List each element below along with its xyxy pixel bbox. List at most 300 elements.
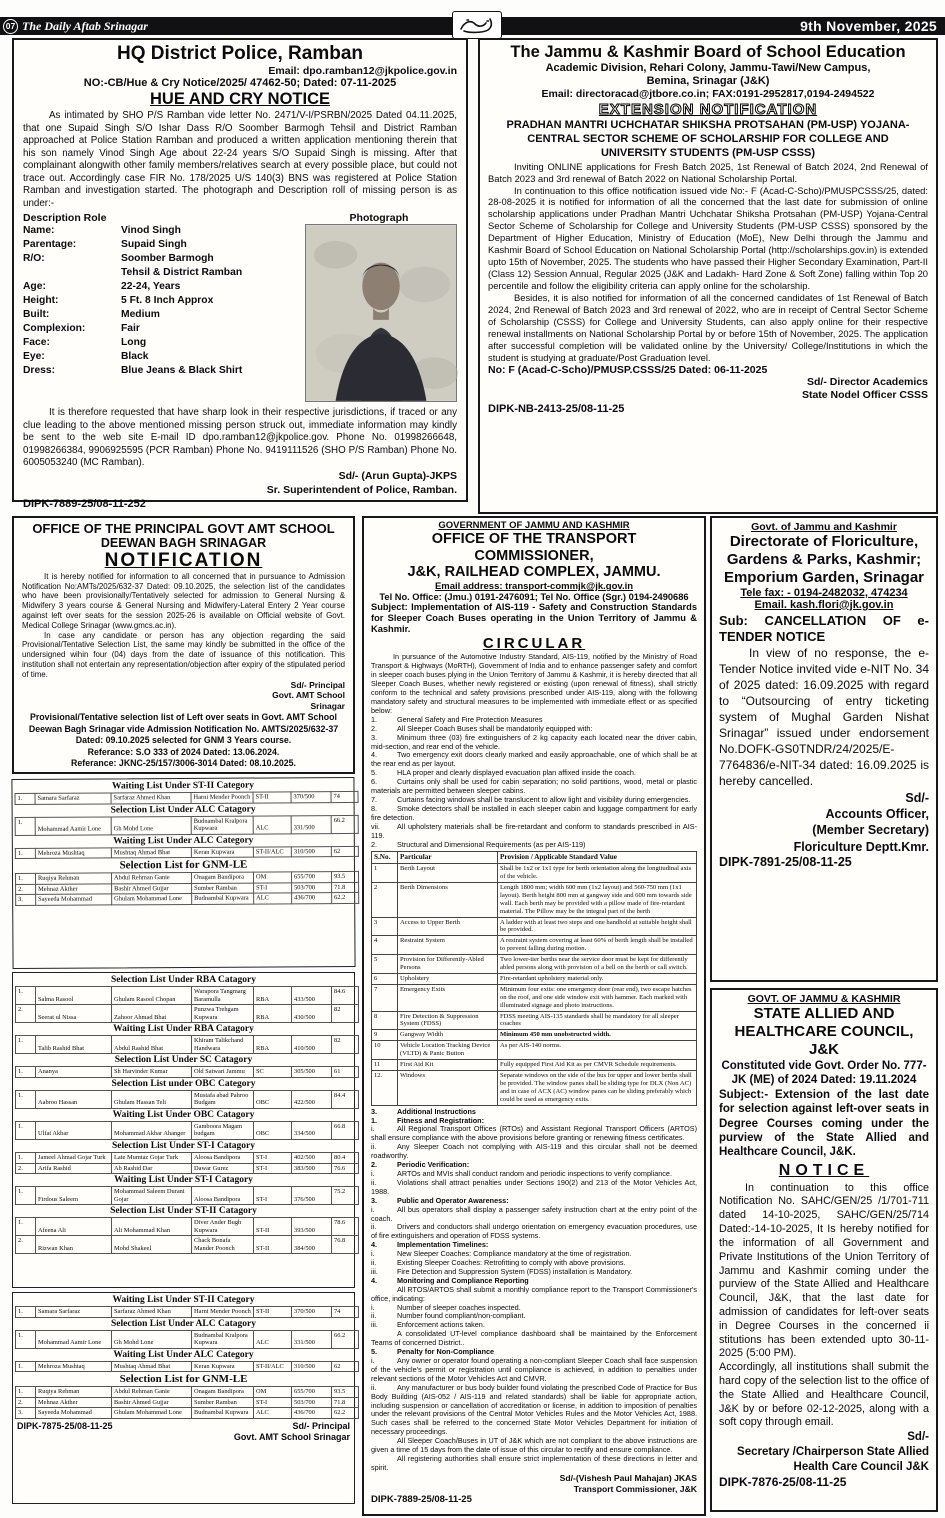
table-cell: 62 (331, 846, 358, 857)
table-cell: Sayeeda Mohammad (36, 1408, 112, 1419)
table-section-title: Selection List Under ST-II Catagory (110, 1206, 257, 1217)
table-cell: 305/500 (292, 1067, 332, 1078)
list-item (371, 805, 697, 823)
contact-telephone: Tel No. Office: (Jmu.) 0191-2476091; Tel No. Office (Sgr.) 0194-2490686 (379, 592, 689, 603)
list-item (371, 1330, 697, 1348)
description-row (23, 336, 301, 350)
table-cell: Windows (398, 1071, 498, 1106)
signature-line: Sd/- Director Academics (807, 375, 928, 388)
reference-line: Referance: S.O 333 of 2024 Dated: 13.06.2024. (87, 746, 280, 757)
table-cell: 66.8 (332, 1121, 359, 1139)
selection-table (15, 814, 359, 835)
subject-line: Sub: CANCELLATION OF e-TENDER NOTICE (719, 613, 929, 644)
table-cell: 3 (372, 917, 398, 936)
table-cell: First Aid Kit (398, 1060, 498, 1071)
table-row (372, 864, 697, 883)
table-cell: Jameel Ahmad Gojar Turk (36, 1153, 112, 1164)
description-headers (23, 212, 301, 224)
table-cell: Mushtaq Ahmad Bhat (112, 1361, 192, 1372)
table-cell: 1. (16, 1361, 36, 1372)
description-value: Blue Jeans & Black Shirt (121, 365, 243, 377)
table-row (16, 1236, 359, 1254)
table-cell: 78.6 (332, 1218, 359, 1236)
list-number: ii. (371, 1222, 377, 1232)
signature-line: Sr. Superintendent of Police, Ramban. (266, 483, 457, 496)
table-cell: Gh Mohd Lone (112, 1330, 192, 1348)
signature-line (234, 1421, 350, 1443)
amt-school-notification (12, 516, 355, 774)
selection-table-box (12, 1292, 355, 1504)
description-label (23, 266, 121, 280)
notice-heading: CIRCULAR (482, 635, 586, 653)
table-cell: Separate windows on the side of the bus for upper and lower berths shall be provided. The window panes shall be sliding type for DLX (Non AC) and in case of ACX (AC) window panes can be sliding preferably which could be used as emergency exits. (498, 1071, 697, 1106)
notice-title: STATE ALLIED AND (753, 1005, 895, 1022)
table-cell: Budnambal Kralpora Kupwara (192, 1330, 254, 1348)
table-cell: Sh Harvinder Kumar (112, 1067, 192, 1078)
table-cell: 1. (15, 793, 35, 804)
list-text: New Sleeper Coaches: Compliance mandatory at the time of registration. (397, 1249, 632, 1259)
table-cell: Onagam Bandipora (192, 1387, 254, 1398)
subject-line: Subject:- Extension of the last date for selection against left-over seats in Degree Courses coming under the purview of the State Allied and Healthcare Council, J&K. (719, 1088, 929, 1159)
list-text: Monitoring and Compliance Reporting (397, 1275, 529, 1285)
signature-line: Govt. AMT School (272, 690, 345, 701)
table-cell: 82 (332, 1005, 359, 1023)
list-text: Fitness and Registration: (397, 1115, 485, 1125)
constitution-line: Constituted vide Govt. Order No. 777-JK (ME) of 2024 Dated: 19.11.2024 (721, 1060, 927, 1087)
description-label: Parentage: (23, 239, 77, 251)
table-cell: OBC (254, 1090, 292, 1108)
list-number: 3. (371, 732, 378, 742)
safety-measures-list (371, 716, 697, 850)
table-cell: Ghulam Hassan Teli (112, 1090, 192, 1108)
table-cell: Gh Mohd Lone (111, 816, 191, 835)
description-row (23, 322, 301, 336)
notice-paragraph: It is hereby notified for information to all concerned that in pursuance to Admission Notification No:AMTs/2025/632-37 Dated: 09.10.2025, the selection list of the candidates who have been provisionally/Tentatively selected for admission to General Nursing & Midwifery 3 years course & General Nursing and Midwifery-Lateral Entery 2 Year course against left over seats for the session 2025-26 is available on Official website of Govt. Medical College Srinagar (www.gmcs.ac.in). (22, 571, 345, 630)
table-cell: Ghulam Rasool Chopan (112, 987, 192, 1005)
newspaper-logo-icon (452, 11, 502, 39)
table-cell: 410/500 (292, 1036, 332, 1054)
list-text: Number found compliant/non-compliant. (397, 1311, 526, 1321)
table-cell: 5 (372, 955, 398, 974)
photograph-block (301, 212, 457, 407)
table-cell: 62.2 (332, 1408, 359, 1419)
table-cell: Dawar Gurez (192, 1163, 254, 1174)
list-text: All registering authorities shall ensure strict implementation of these directions in letter and spirit. (371, 1453, 697, 1472)
signature-line: Health Care Council J&K (793, 1461, 929, 1474)
table-cell: 310/500 (291, 846, 331, 857)
table-cell: Mehnaz Akther (36, 1397, 112, 1408)
table-cell: 66.2 (331, 815, 358, 833)
table-row (16, 987, 359, 1005)
table-cell: ST-II/ALC (253, 846, 291, 857)
table-cell: 75.2 (332, 1187, 359, 1205)
notice-paragraph: In pursuance of the Automotive Industry Standard, AIS-119, notified by the Ministry of Road Transport & Highways (MoRTH), Government of India and to enhance passenger safety and comfort in sleeper coach buses plying in the Union Territory of Jammu & Kashmir, it is hereby directed that all Sleeper Coach Buses, whether newly registered or existing (upon renewal of fitness), shall strictly conform to the technical and safety provisions prescribed under AIS-119, along with the following mandatory safety and structural measures to be implemented with immediate effect or as specified below: (371, 652, 697, 715)
table-cell: Fully equipped First Aid Kit as per CMVR Schedule requirements. (498, 1060, 697, 1071)
selection-table (15, 1217, 359, 1254)
list-item (371, 1206, 697, 1224)
table-cell: ALC (254, 893, 292, 904)
list-number: ii. (371, 1311, 377, 1321)
table-cell: Arifa Rashid (36, 1163, 112, 1174)
list-item (371, 1455, 697, 1473)
table-row (15, 815, 358, 835)
notice-heading: NOTICE (778, 1161, 870, 1179)
table-cell: 11 (372, 1060, 398, 1071)
table-row (16, 1307, 359, 1318)
table-cell: Afeena Ali (36, 1218, 112, 1236)
table-cell: 1. (16, 1387, 36, 1398)
notice-paragraph: Besides, it is also notified for information of all the concerned candidates of 1st Renewal of Batch 2024, 2nd Renewal of Batch 2023 and 3rd renewal of 2022, who are in receipt of Central Sector Scheme of Scholarship (CSSS) for College and University Students, can also apply online for their respective renewal installments on National Scholarship Portal by or before 15th of November, 2025. The application after successful completion will be validated online by the University/ College/Institutions in which the student is studying at graduate/Post Graduation level. (488, 291, 928, 363)
table-cell: 655/700 (292, 1387, 332, 1398)
address-line: Academic Division, Rehari Colony, Jammu-Tawi/New Campus, (545, 62, 871, 74)
table-cell: 433/500 (292, 987, 332, 1005)
table-cell: 80.4 (332, 1153, 359, 1164)
signature-line: Sd/- (907, 1431, 929, 1444)
table-cell: 331/500 (292, 1330, 332, 1348)
list-number: 1. (371, 1115, 378, 1125)
contact-telefax: Tele fax: - 0194-2482032, 474234 (740, 587, 908, 599)
table-cell: Two lower-tier berths near the service door must be kept for differently abled persons along with provision of a bell on the berth or call switch. (498, 955, 697, 974)
table-cell: OBC (254, 1121, 292, 1139)
table-cell: Ulfat Akbar (36, 1121, 112, 1139)
table-cell: A ladder with at least two steps and one handhold at suitable height shall be provided. (498, 917, 697, 936)
subject-line: Subject: Implementation of AIS-119 - Safety and Construction Standards for Sleeper Coach Buses operating in the Union Territory of Jammu & Kashmir. (371, 602, 697, 635)
list-item (371, 1286, 697, 1304)
table-cell: Mehroza Mushtaq (36, 1361, 112, 1372)
description-label: Complexion: (23, 323, 86, 335)
table-cell: Restraint System (398, 936, 498, 955)
list-number: i. (371, 1124, 375, 1134)
table-row (16, 1153, 359, 1164)
table-cell: Ghulam Mohammad Lone (112, 1408, 192, 1419)
list-number: iii. (371, 1320, 378, 1330)
list-number: i. (371, 1204, 375, 1214)
scheme-title: PRADHAN MANTRI UCHCHATAR SHIKSHA PROTSAHAN (PM-USP) YOJANA- (506, 119, 910, 132)
masthead-title: The Daily Aftab Srinagar (22, 18, 148, 33)
government-header: GOVT. OF JAMMU & KASHMIR (747, 993, 901, 1005)
notice-heading: NOTIFICATION (104, 550, 263, 571)
table-row (372, 955, 697, 974)
list-number: 6. (371, 777, 378, 787)
table-row (372, 882, 697, 917)
list-item (371, 823, 697, 841)
signature-line: Transport Commissioner, J&K (573, 1483, 697, 1494)
list-number: 5. (371, 1347, 378, 1357)
table-cell: 66.2 (332, 1330, 359, 1348)
description-value: Black (121, 351, 149, 363)
signature-line: Srinagar (310, 700, 345, 711)
list-item (371, 1179, 697, 1197)
selection-table (15, 1121, 359, 1140)
table-cell: RBA (254, 987, 292, 1005)
table-cell: Samara Sarfaraz (36, 1307, 112, 1318)
selection-table (15, 1090, 359, 1109)
notice-paragraph: As intimated by SHO P/S Ramban vide letter No. 2471/V-I/PSRBN/2025 Dated 04.11.2025, that one Supaid Singh S/O Ishar Dass R/O Soomber Barmogh Tehsil and District Ramban approached at Police Station Ramban and produced a written application mentioning therein that his son namely Vinod Singh Age about 22-24 years S/O Supaid Singh is missing. After that complainant alongwith other family members/relatives search at every possible place, but could not trace out. Accordingly case FIR No. 178/2025 U/S 140(3) BNS was registered at Police Station Ramban and investigation started. The photograph and Description roll of missing person is as under:- (23, 110, 457, 209)
table-cell: 74 (332, 1307, 359, 1318)
list-text: Any manufacturer or bus body builder found violating the prescribed Code of Practice for Bus Body Building (AIS-052 / AIS-119 and related standards) shall be liable for appropriate action, including suspension or cancellation of accreditation or license, in addition to imposition of penalties under the relevant provisions of the Central Motor Vehicles Rules and the Motor Vehicles Act, 1988. Such cases shall be referred to the concerned State Motor Vehicles Department for initiation of necessary proceedings. (371, 1382, 697, 1437)
table-cell: 84.6 (332, 987, 359, 1005)
table-header-cell: Particular (398, 852, 498, 864)
list-item (371, 1223, 697, 1241)
table-cell: 4 (372, 936, 398, 955)
list-text: All Sleeper Coach/Buses in UT of J&K which are not compliant to the above instructions are given a time of 15 days from the date of issue of this circular to rectify and ensure compliance. (371, 1436, 697, 1455)
table-cell: 6 (372, 973, 398, 984)
notice-paragraph: In continuation to this office notification issued vide No:- F (Acad-C-Scho)/PMUSPCSSS/25, dated: 28-08-2025 it is notified for information of all the concerned that the last date for submission of online scholarship applications under Pradhan Mantri Uchchatar Shiksha Protsahan (PM-USP) Yojana-Central Sector Scheme of Scholarship for College and University Students (PM-USP CSSS) sponsored by the Department of Higher Education, Ministry of Education (MoE), New Delhi through the Jammu and Kashmir Board of School Education on National Scholarship Portal (http://scholarships.gov.in) is extended upto 15th of November, 2025. The students who have passed their Higher Secondary Examination, Part-II (Class 12) Session Annual, Regular 2025 (J&K and Ladakh- Hard Zone & Soft Zone) falling within Top 20 percentile and follow the eligibility criteria can apply online for the scholarship. (488, 184, 928, 291)
table-row (16, 1005, 359, 1023)
list-number: ii. (371, 1177, 377, 1187)
description-label: Age: (23, 281, 46, 293)
selection-table (15, 1035, 359, 1054)
table-section-title: Selection List Under ALC Catagory (111, 1318, 256, 1329)
description-value: Long (121, 337, 147, 349)
table-cell: As per AIS-140 norms. (498, 1041, 697, 1060)
list-number: 1. (371, 714, 378, 724)
description-value: Tehsil & District Ramban (121, 267, 243, 279)
table-cell: RBA (254, 1036, 292, 1054)
table-cell: SC (254, 1067, 292, 1078)
table-row (16, 1397, 359, 1408)
table-cell: Budnambal Kupwara (192, 1408, 254, 1419)
notice-paragraph: Inviting ONLINE applications for Fresh Batch 2025, 1st Renewal of Batch 2024, 2nd Renewal of Batch 2023 and 3rd renewal of Batch 2022 on National Scholarship Portal. (488, 160, 928, 184)
description-section (23, 212, 457, 407)
contact-email: Email address: transport-commjk@jk.gov.in (434, 581, 634, 593)
table-cell: Mushtaq Ahmad Bhat (111, 847, 191, 858)
table-cell: 503/700 (292, 882, 332, 893)
dipk-code: DIPK-NB-2413-25/08-11-25 (488, 402, 625, 415)
description-list (23, 224, 301, 378)
floriculture-cancellation-notice (710, 516, 938, 982)
table-cell: Bashir Ahmed Gujjar (112, 1397, 192, 1408)
list-number: 4. (371, 1275, 378, 1285)
table-cell: 10 (372, 1041, 398, 1060)
table-cell: Samara Sarfaraz (35, 793, 111, 804)
description-row (23, 294, 301, 308)
table-section-title: Waiting List Under OBC Catagory (112, 1109, 255, 1120)
table-cell: Budnambal Kralpora Kupwara (191, 816, 253, 834)
list-text: Smoke detectors shall be installed in each sleeper cabin and luggage compartment for early fire detection. (371, 803, 697, 822)
table-cell: Chack Bonafa Mander Poonch (192, 1236, 254, 1254)
notice-heading: EXTENSION NOTIFICATION (598, 101, 818, 119)
table-row (372, 1011, 697, 1030)
table-cell: 1. (16, 1090, 36, 1108)
list-text: All Sleeper Coach Buses shall be mandatorily equipped with: (397, 723, 593, 733)
table-cell: Sayeeda Mohammad (36, 894, 112, 905)
table-cell: 1. (15, 817, 35, 835)
table-cell: 74 (331, 791, 358, 802)
table-section-title: Selection List Under SC Catagory (114, 1055, 253, 1066)
table-section-title: Waiting List Under ST-II Category (112, 1295, 255, 1305)
table-cell: Gangway Width (398, 1030, 498, 1041)
table-cell: Mohammad Akbar Ahanger (112, 1121, 192, 1139)
list-text: Implementation Timelines: (397, 1240, 489, 1250)
signature-line: Accounts Officer, (825, 807, 929, 822)
table-cell: ALC (253, 815, 291, 833)
table-cell: 383/500 (292, 1163, 332, 1174)
table-cell: ST-II (254, 1307, 292, 1318)
table-cell: Berth Dimensions (398, 882, 498, 917)
table-row (372, 936, 697, 955)
list-text: A consolidated UT-level compliance dashboard shall be maintained by the Enforcement Teams of concerned District.. (371, 1329, 697, 1348)
table-cell: A restraint system covering at least 60% of berth length shall be installed to prevent falling during motion. (498, 936, 697, 955)
description-value: Supaid Singh (121, 239, 187, 251)
table-cell: Abdul Rehman Ganie (111, 873, 191, 884)
list-text: Fire Detection and Suppression System (FDSS) installation is Mandatory. (397, 1266, 633, 1276)
list-text: All RTOS/ARTOS shall submit a monthly compliance report to the Transport Commissioner's office, indicating: (371, 1284, 697, 1303)
description-row (23, 224, 301, 238)
description-row (23, 364, 301, 378)
list-number: 2. (371, 723, 378, 733)
list-item (371, 1357, 697, 1384)
table-cell: Length 1800 mm; width 600 mm (1x2 layout) and 560-750 mm (1x1 layout). Berth height 800 mm at gangway side and 600 mm towards side wall. Each berth may be provided with a pillow made of fire-retardant material. The Pillow may be the integral part of the berth (498, 882, 697, 917)
notice-title: The Jammu & Kashmir Board of School Education (510, 43, 906, 61)
table-cell: 430/500 (292, 1005, 332, 1023)
table-cell: 1. (16, 1218, 36, 1236)
notice-paragraph: In view of no response, the e-Tender Notice invited vide e-NIT No. 34 of 2025 dated: 16.09.2025 with regard to “Outsourcing of entry ticketing system of Mughal Garden Nishat Srinagar” issued under endorsement No.DOFK-GS0TNDR/24/2025/E-7764836/e-NIT-34 dated: 16.09.2025 is hereby cancelled. (719, 646, 929, 788)
list-number: 8. (371, 803, 378, 813)
table-section-title: Selection List for GNM-LE (119, 1373, 248, 1386)
masthead-bar (0, 17, 945, 35)
reference-line: Referance: JKNC-25/157/3006-3014 Dated: 08.10.2025. (71, 758, 296, 769)
list-text: ARTOs and MVIs shall conduct random and periodic inspections to verify compliance. (397, 1168, 672, 1178)
list-text: Drivers and conductors shall undergo orientation on emergency evacuation procedures, use of fire extinguishers and operation of FDSS systems. (371, 1222, 697, 1241)
description-value: Medium (121, 309, 160, 321)
edition-date: 9th November, 2025 (800, 18, 937, 34)
table-cell: 393/500 (292, 1218, 332, 1236)
table-cell: Mohd Shakeel (112, 1236, 192, 1254)
table-cell: 310/500 (292, 1361, 332, 1372)
table-cell: Aloosa Bandipora (192, 1187, 254, 1205)
list-text: Curtains facing windows shall be translucent to allow light and visibility during emergencies. (397, 794, 691, 804)
list-item (371, 1437, 697, 1455)
list-number: vii. (371, 821, 380, 831)
description-value: 22-24, Years (121, 281, 181, 293)
table-cell: ST-II (254, 1236, 292, 1254)
table-cell: Access to Upper Berth (398, 917, 498, 936)
table-cell: Warapora Tangmarg Baramulla (192, 987, 254, 1005)
page-number: 07 (3, 19, 18, 34)
table-cell: 655/700 (291, 872, 331, 883)
notice-paragraph: Accordingly, all institutions shall submit the hard copy of the selection list to the office of the State Allied and Healthcare Council, J&K by or before 02-12-2025, along with a soft copy through email. (719, 1361, 929, 1429)
table-row (16, 1163, 359, 1174)
table-cell: Vehicle Location Tracking Device (VLTD) & Panic Button (398, 1041, 498, 1060)
table-cell: ALC (254, 1408, 292, 1419)
table-cell: 62 (332, 1361, 359, 1372)
list-text: Structural and Dimensional Requirements (as per AIS-119) (397, 839, 586, 849)
table-cell: Keran Kupwara (191, 847, 253, 858)
table-cell: 436/700 (292, 1408, 332, 1419)
table-cell: Sarfaraz Ahmed Khan (111, 792, 191, 803)
government-header: GOVERNMENT OF JAMMU AND KASHMIR (438, 520, 630, 531)
list-text: Minimum three (03) fire extinguishers of 2 kg capacity each located near the driver cabin, mid-section, and rear end of the vehicle. (371, 732, 697, 751)
healthcare-council-notice (710, 988, 938, 1512)
list-text: Number of sleeper coaches inspected. (397, 1302, 521, 1312)
table-row (16, 1218, 359, 1236)
table-cell: 503/700 (292, 1397, 332, 1408)
dipk-code: DIPK-7891-25/08-11-25 (719, 854, 852, 869)
table-cell: 9 (372, 1030, 398, 1041)
table-row (16, 1330, 359, 1348)
table-cell: 1. (16, 1121, 36, 1139)
table-cell: Minimum 450 mm unobstructed width. (498, 1030, 697, 1041)
list-text: HLA proper and clearly displayed evacuation plan affixed inside the coach. (397, 768, 636, 778)
description-row (23, 252, 301, 266)
table-cell: 2 (372, 882, 398, 917)
table-cell: Mehnaz Akther (36, 884, 112, 895)
selection-table-box (11, 777, 355, 969)
list-item (371, 751, 697, 769)
table-cell: 82 (332, 1036, 359, 1054)
table-cell: FDSS meeting AIS-135 standards shall be mandatory for all sleeper coaches (498, 1011, 697, 1030)
table-cell: 1. (16, 1187, 36, 1205)
table-cell: Budnambal Kupwara (192, 893, 254, 904)
standards-table (371, 851, 697, 1105)
table-cell: Ruqiya Rehman (36, 873, 112, 884)
selection-table (15, 1330, 359, 1349)
table-cell: 1. (16, 1330, 36, 1348)
table-cell: 334/500 (292, 1121, 332, 1139)
table-cell: Late Mumtaz Gojar Turk (112, 1153, 192, 1164)
description-row (23, 308, 301, 322)
table-row (16, 1090, 359, 1108)
table-cell: Ali Mohammad Khan (112, 1218, 192, 1236)
list-item (371, 778, 697, 796)
scheme-title: UNIVERSITY STUDENTS (PM-USP CSSS) (600, 146, 816, 159)
table-section-title: Waiting List Under ALC Category (113, 835, 254, 847)
table-cell: 1. (16, 874, 36, 885)
notice-title: OFFICE OF THE TRANSPORT COMMISSIONER, (431, 531, 637, 564)
signature-line: Sd/- Principal (292, 1420, 350, 1431)
list-number: 4. (371, 1240, 378, 1250)
table-cell: Minimum four exits: one emergency door (rear end), two escape hatches on the roof, and one side window exit with hammer. Each marked with illuminated signage and photo instructions. (498, 984, 697, 1011)
table-cell: 1 (372, 864, 398, 883)
notice-title: Gardens & Parks, Kashmir; (726, 551, 922, 568)
signature-line: Sd/- (Arun Gupta)-JKPS (338, 469, 457, 482)
signature-line: Sd/- (905, 790, 929, 805)
signature-line: Secretary /Chairperson State Allied (737, 1446, 929, 1459)
selection-table (15, 1361, 359, 1373)
table-cell: Punzwa Trehgam Kupwara (192, 1005, 254, 1023)
table-cell: Ananya (36, 1067, 112, 1078)
list-number: ii. (371, 1258, 377, 1268)
table-cell: Keran Kupwara (192, 1361, 254, 1372)
table-cell: ST-II (254, 1218, 292, 1236)
notice-title: OFFICE OF THE PRINCIPAL GOVT AMT SCHOOL (32, 521, 335, 536)
table-cell: 71.8 (332, 1397, 359, 1408)
table-cell: 384/500 (292, 1236, 332, 1254)
table-cell: Gamboora Magam budgam (192, 1121, 254, 1139)
government-header: Govt. of Jammu and Kashmir (751, 521, 897, 533)
table-cell: ST-I (254, 1153, 292, 1164)
table-cell: 3. (16, 1408, 36, 1419)
table-cell: 376/500 (292, 1187, 332, 1205)
table-cell: Sumber Ramban (192, 883, 254, 894)
table-cell: Talib Rashid Bhat (36, 1036, 112, 1054)
notice-title: J&K, RAILHEAD COMPLEX, JAMMU. (407, 564, 661, 581)
description-value: Fair (121, 323, 140, 335)
list-number: ii. (371, 1382, 377, 1392)
table-cell: Zahoor Ahmad Bhat (112, 1005, 192, 1023)
table-row (16, 1408, 359, 1419)
table-section-title: Selection List Under RBA Catagory (111, 975, 256, 985)
table-cell: Shall be 1x2 or 1x1 type for berth orientation along the longitudinal axis of the vehicle. (498, 864, 697, 883)
description-value: 5 Ft. 8 Inch Approx (121, 295, 214, 307)
selection-table (15, 1186, 359, 1205)
table-cell: Harni Mender Poonch (192, 1307, 254, 1318)
police-hue-cry-notice (12, 38, 468, 511)
list-number: 2. (371, 1160, 378, 1170)
table-section-title: Waiting List Under ALC Category (113, 1349, 254, 1360)
description-label: R/O: (23, 253, 45, 265)
